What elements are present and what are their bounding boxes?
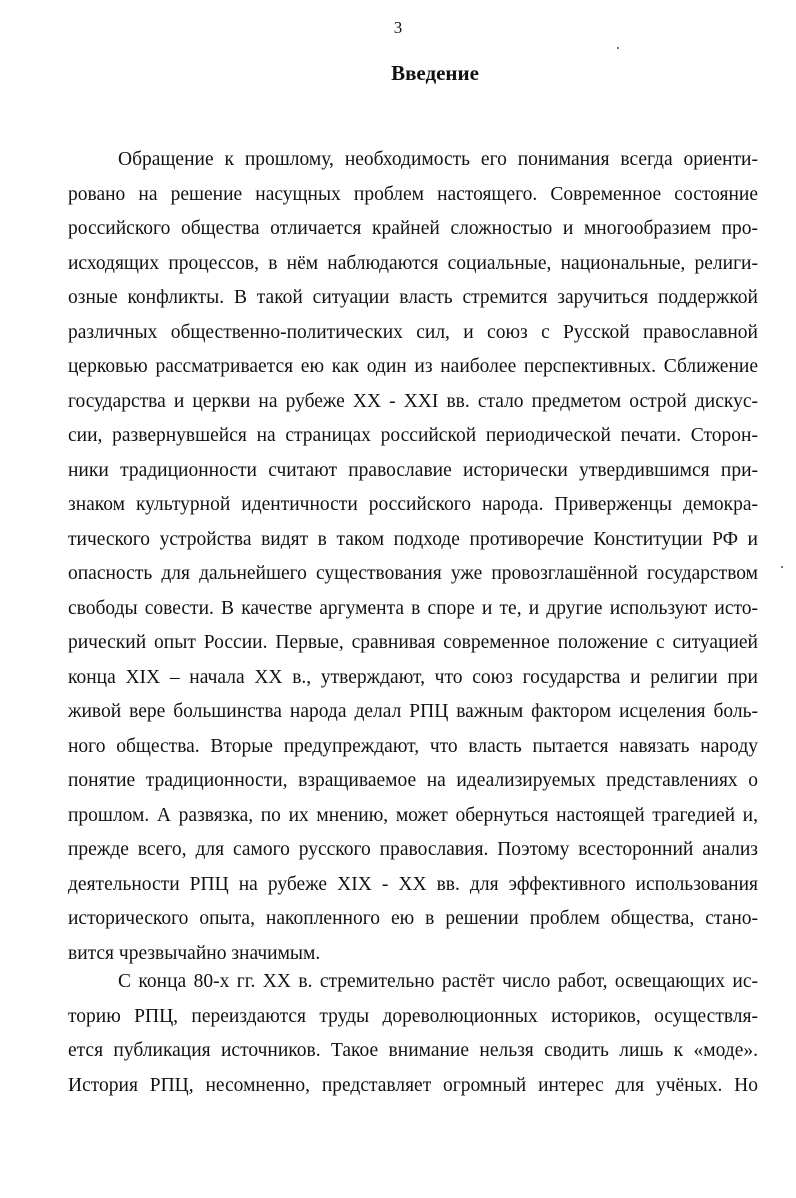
- text-line: государства и церкви на рубеже XX - XXI вв. стало предметом острой дискус-: [68, 390, 758, 412]
- text-line: деятельности РПЦ на рубеже XIX - XX вв. для эффективного использования: [68, 873, 758, 895]
- text-line: вится чрезвычайно значимым.: [68, 942, 321, 964]
- text-line: С конца 80-х гг. XX в. стремительно растёт число работ, освещающих ис-: [118, 971, 758, 992]
- text-line: ется публикация источников. Такое внимание нельзя сводить лишь к «моде».: [68, 1040, 758, 1061]
- text-line: опасность для дальнейшего существования уже провозглашённой государством: [68, 563, 758, 584]
- text-line: исходящих процессов, в нём наблюдаются социальные, национальные, религи-: [68, 252, 758, 274]
- text-line: торию РПЦ, переиздаются труды дореволюционных историков, осуществля-: [68, 1005, 758, 1027]
- text-line: исторического опыта, накопленного ею в решении проблем общества, стано-: [68, 908, 758, 929]
- scan-speck: [617, 47, 619, 49]
- scan-speck: [781, 566, 783, 568]
- section-title: Введение: [391, 61, 479, 85]
- text-line: Обращение к прошлому, необходимость его понимания всегда ориенти-: [118, 149, 758, 170]
- text-line: прежде всего, для самого русского православия. Поэтому всесторонний анализ: [68, 839, 758, 860]
- text-line: ного общества. Вторые предупреждают, что власть пытается навязать народу: [68, 735, 758, 757]
- page-number: 3: [393, 18, 403, 37]
- text-line: церковью рассматривается ею как один из наиболее перспективных. Сближение: [68, 356, 758, 377]
- text-line: свободы совести. В качестве аргумента в споре и те, и другие используют исто-: [68, 597, 758, 619]
- text-line: конца XIX – начала XX в., утверждают, что союз государства и религии при: [68, 666, 758, 688]
- text-line: ники традиционности считают православие исторически утвердившимся при-: [68, 459, 758, 481]
- text-line: ровано на решение насущных проблем настоящего. Современное состояние: [68, 183, 758, 205]
- text-line: прошлом. А развязка, по их мнению, может обернуться настоящей трагедией и,: [68, 804, 758, 826]
- text-line: различных общественно-политических сил, и союз с Русской православной: [68, 321, 758, 343]
- text-line: знаком культурной идентичности российского народа. Приверженцы демокра-: [68, 494, 758, 515]
- paragraph-introduction: [68, 143, 758, 971]
- text-line: озные конфликты. В такой ситуации власть стремится заручиться поддержкой: [68, 287, 758, 308]
- text-line: История РПЦ, несомненно, представляет огромный интерес для учёных. Но: [68, 1074, 758, 1096]
- text-line: рический опыт России. Первые, сравнивая современное положение с ситуацией: [68, 632, 758, 653]
- text-line: сии, развернувшейся на страницах российской периодической печати. Сторон-: [68, 425, 758, 446]
- text-line: российского общества отличается крайней сложностыо и многообразием про-: [68, 218, 758, 239]
- text-line: понятие традиционности, взращиваемое на идеализируемых представлениях о: [68, 770, 758, 791]
- text-line: тического устройства видят в таком подходе противоречие Конституции РФ и: [68, 528, 758, 550]
- paragraph-historiography: [68, 965, 758, 1103]
- text-line: живой вере большинства народа делал РПЦ важным фактором исцеления боль-: [68, 701, 758, 722]
